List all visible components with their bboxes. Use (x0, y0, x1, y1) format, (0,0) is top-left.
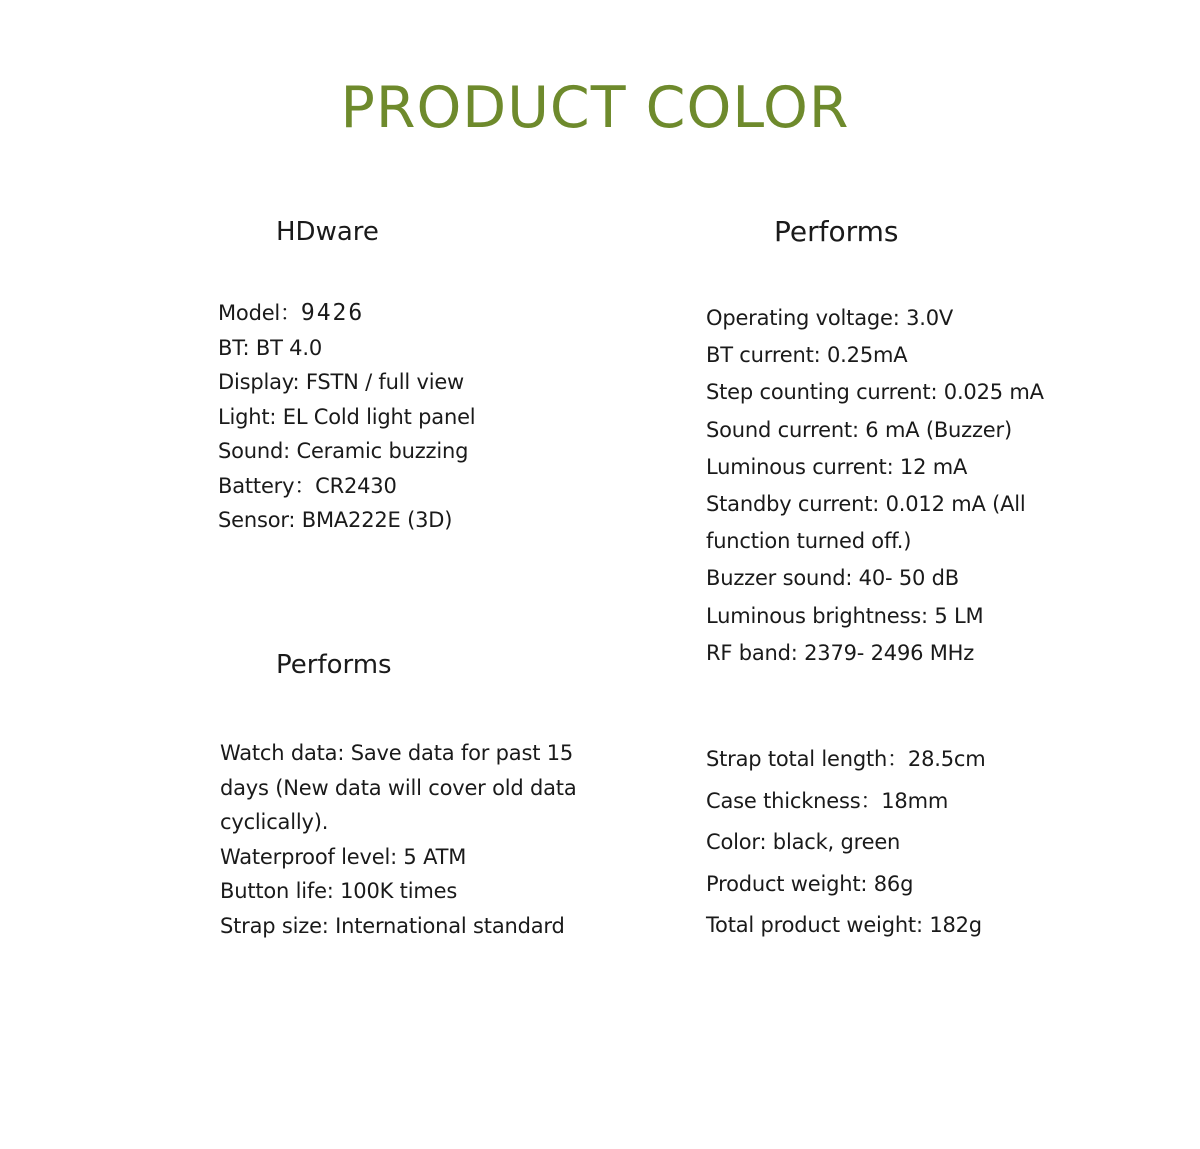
spec-item: Watch data: Save data for past 15 days (New data will cover old data cyclically). (220, 741, 577, 834)
spec-item: Standby current: 0.012 mA (All function turned off.) (706, 492, 1026, 554)
spec-item: Sound current: 6 mA (Buzzer) (706, 417, 1012, 442)
spec-item: Buzzer sound: 40- 50 dB (706, 566, 959, 591)
physical-spec-list (706, 739, 1086, 947)
spec-item: Step counting current: 0.025 mA (706, 380, 1044, 405)
model-label: Model： (218, 301, 301, 325)
spec-item-model (218, 296, 638, 331)
spec-item: Button life: 100K times (220, 879, 458, 903)
spec-item: Product weight: 86g (706, 871, 914, 896)
spec-item: Battery：CR2430 (218, 473, 397, 498)
performs-left-spec-list (220, 736, 620, 943)
spec-item: Luminous brightness: 5 LM (706, 603, 984, 628)
spec-item: BT: BT 4.0 (218, 335, 322, 360)
spec-item: Color: black, green (706, 830, 901, 854)
hardware-heading: HDware (276, 217, 379, 247)
spec-item: BT current: 0.25mA (706, 343, 908, 368)
model-value: 9426 (300, 300, 365, 326)
spec-item: Sensor: BMA222E (3D) (218, 508, 453, 532)
spec-item: Sound: Ceramic buzzing (218, 439, 469, 463)
performs-left-heading: Performs (276, 650, 392, 680)
spec-item: Luminous current: 12 mA (706, 454, 968, 479)
hardware-spec-list (218, 296, 638, 538)
performs-right-heading: Performs (774, 215, 899, 248)
spec-item: Display: FSTN / full view (218, 370, 465, 394)
page-title: PRODUCT COLOR (340, 75, 850, 141)
spec-item: Strap size: International standard (220, 913, 565, 938)
spec-item: Strap total length：28.5cm (706, 747, 986, 771)
spec-item: Total product weight: 182g (706, 913, 982, 937)
performs-right-spec-list (706, 300, 1086, 672)
spec-item: Case thickness：18mm (706, 788, 949, 813)
spec-item: Waterproof level: 5 ATM (220, 844, 467, 869)
spec-item: Light: EL Cold light panel (218, 404, 476, 429)
spec-item: Operating voltage: 3.0V (706, 306, 954, 330)
spec-item: RF band: 2379- 2496 MHz (706, 640, 975, 665)
